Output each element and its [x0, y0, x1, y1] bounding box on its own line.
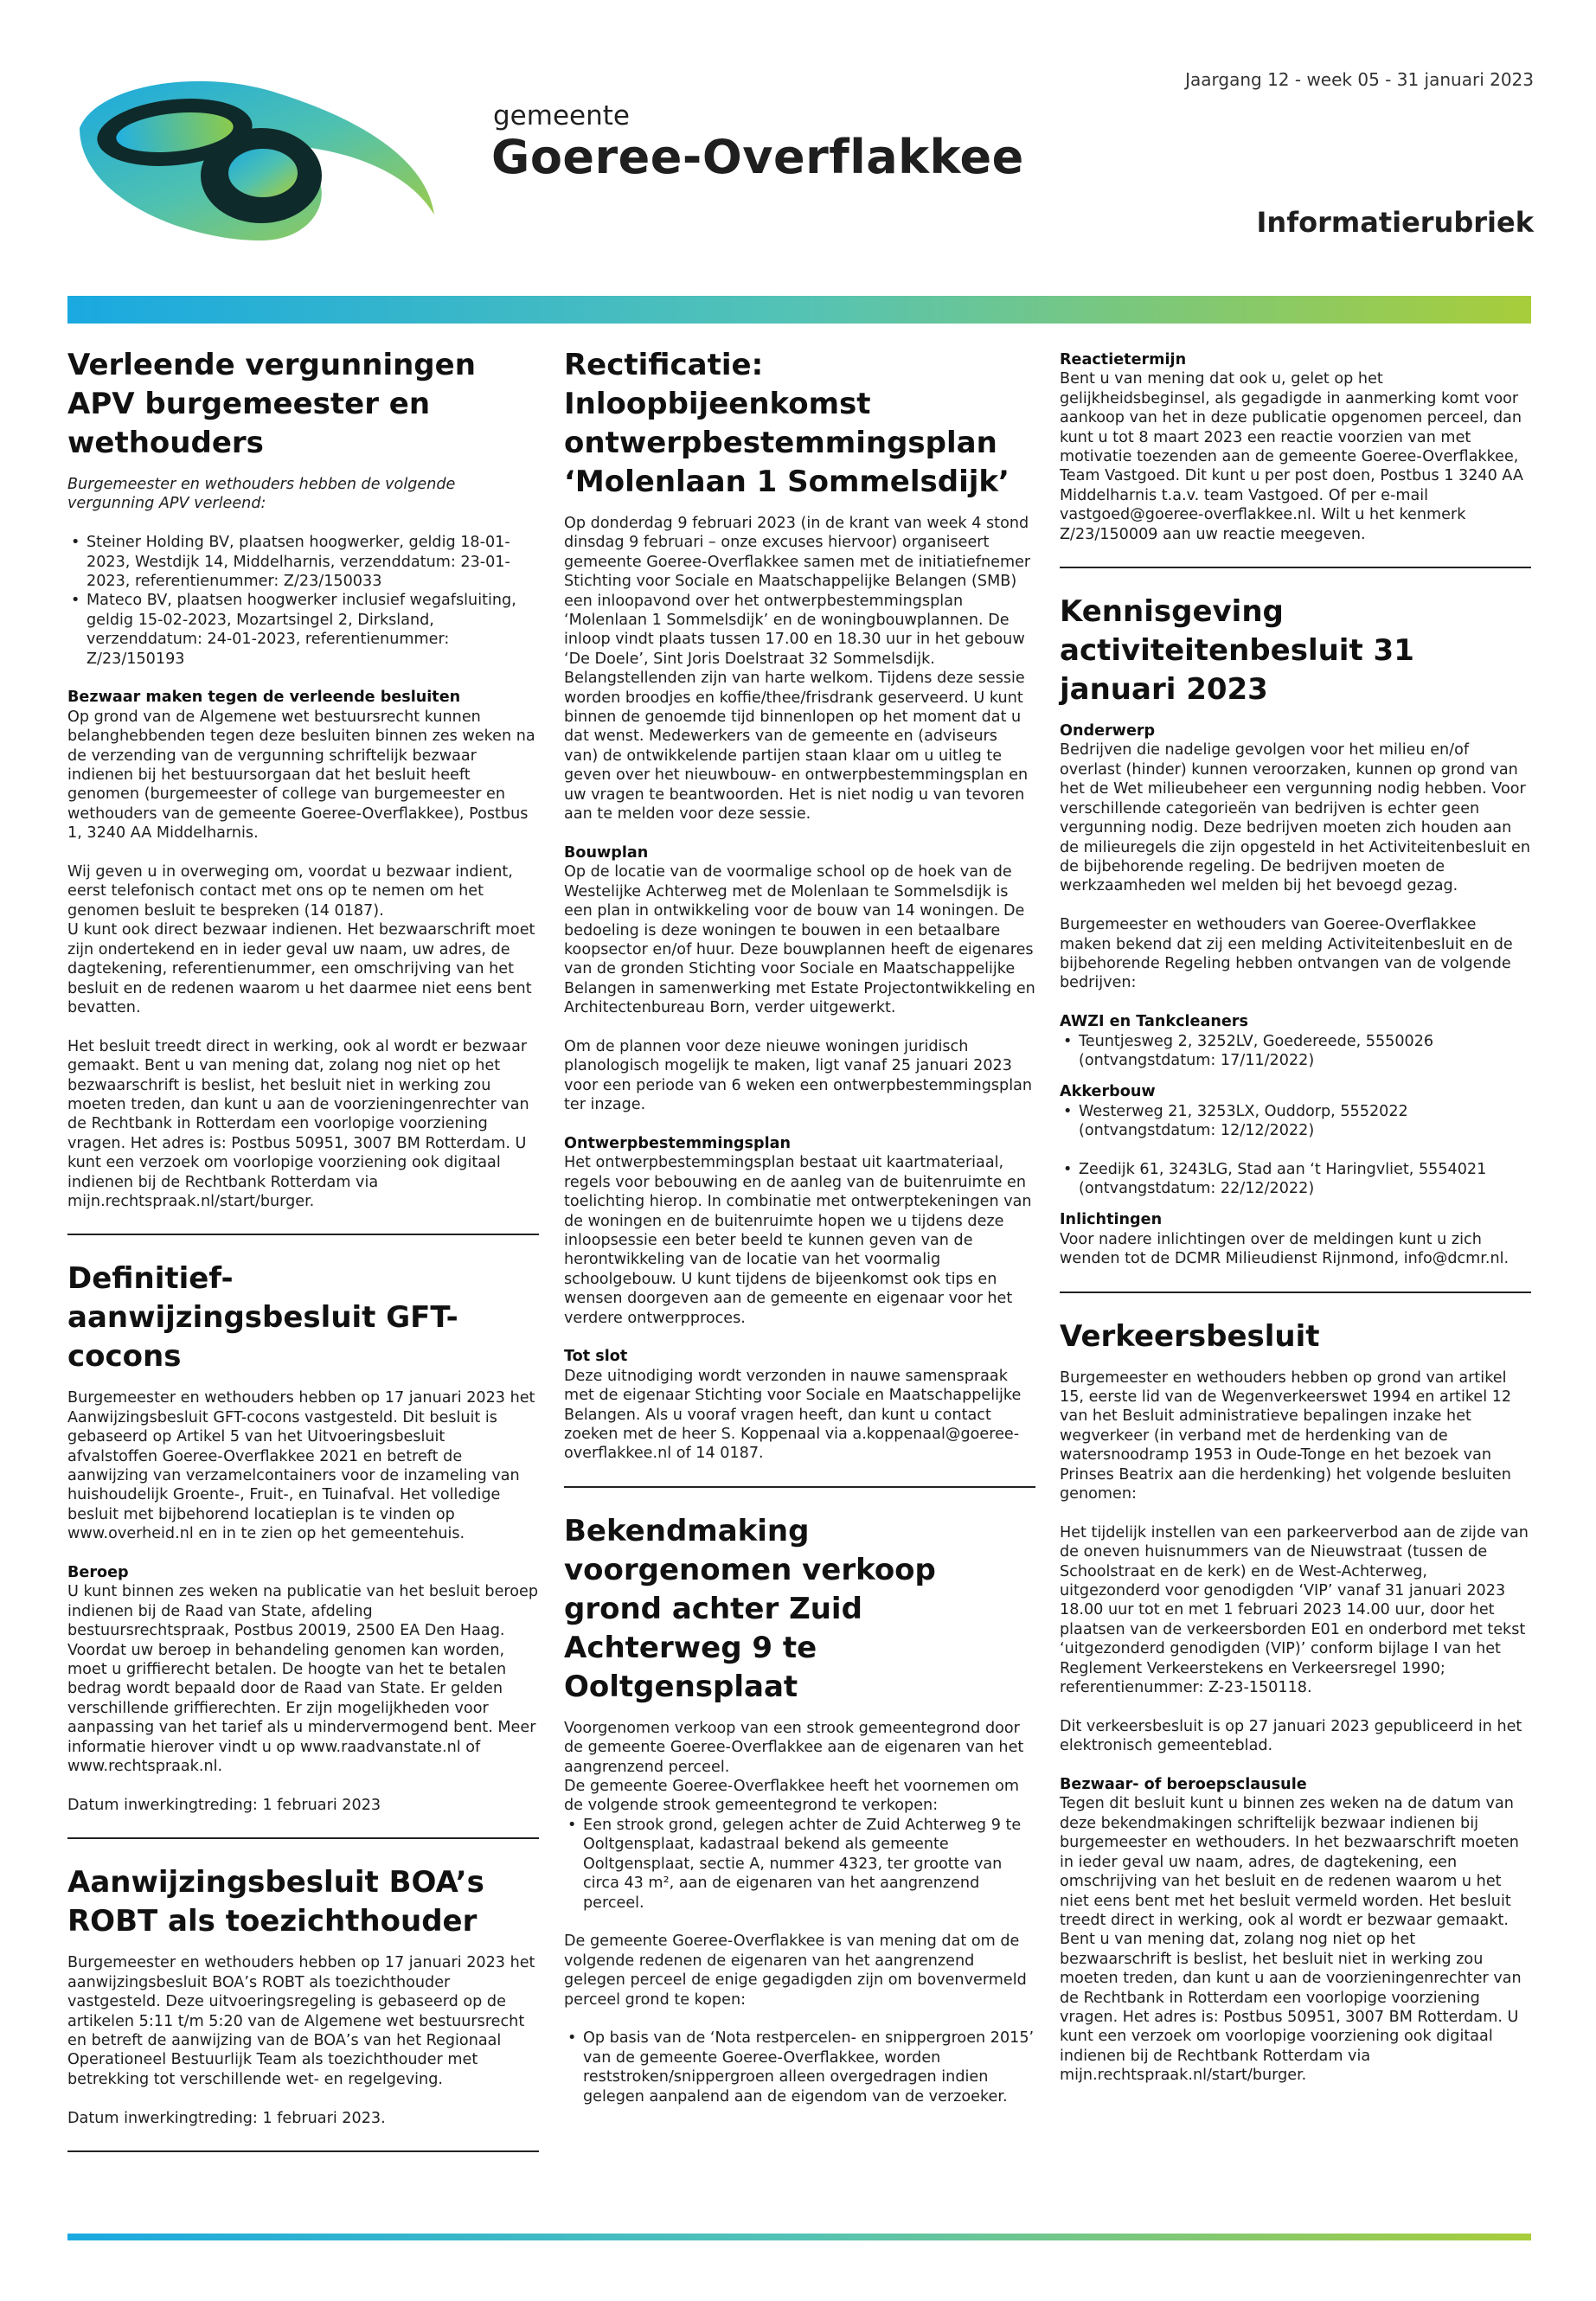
article-title: Bekendmaking voorgenomen verkoop grond achter Zuid Achterweg 9 te Ooltgensplaat — [564, 1513, 936, 1704]
article-title: Aanwijzingsbesluit BOA’s ROBT als toezichthouder — [67, 1865, 484, 1939]
brand-name: Goeree-Overflakkee — [491, 130, 1024, 184]
divider — [564, 1486, 1035, 1488]
article-gft — [67, 1259, 539, 1815]
bullet-list — [1060, 1032, 1531, 1071]
article-intro: Burgemeester en wethouders hebben de volgende vergunning APV verleend: — [67, 476, 456, 513]
article-verkeersbesluit — [1060, 1317, 1531, 2086]
list-item: • Op basis van de ‘Nota restpercelen- en snippergroen 2015’ van de gemeente Goeree-Overflakkee, worden reststroken/snippergroen alleen overgedragen indien gelegen aanpalend aan de eigendom van de verzoeker. — [583, 2029, 1035, 2106]
article-title: Definitief-aanwijzingsbesluit GFT-cocons — [67, 1261, 458, 1375]
paragraph: Datum inwerkingtreding: 1 februari 2023 — [67, 1796, 381, 1814]
paragraph: Deze uitnodiging wordt verzonden in nauwe samenspraak met de eigenaar Stichting voor Sociale en Maatschappelijke Belangen. Als u vooraf vragen heeft, dan kunt u contact zoeken met de heer S. Koppenaal via a.koppenaal@goeree-overflakkee.nl of 14 0187. — [564, 1367, 1022, 1463]
paragraph: Het besluit treedt direct in werking, ook al wordt er bezwaar gemaakt. Bent u van mening dat, zolang nog niet op het bezwaarschrift is beslist, het besluit niet in werking zou moeten treden, dan kunt u aan de voorzieningenrechter van de Rechtbank in Rotterdam een voorlopige voorziening vragen. Het adres is: Postbus 50951, 3007 BM Rotterdam. U kunt een verzoek om voorlopige voorziening ook digitaal indienen bij de Rechtbank Rotterdam via mijn.rechtspraak.nl/start/burger. — [67, 1037, 529, 1210]
paragraph: Om de plannen voor deze nieuwe woningen juridisch planologisch mogelijk te maken, ligt vanaf 25 januari 2023 voor een periode van 6 weken een ontwerpbestemmingsplan ter inzage. — [564, 1037, 1033, 1114]
subheading: Beroep — [67, 1564, 129, 1582]
subheading: Inlichtingen — [1060, 1211, 1163, 1229]
paragraph: Wij geven u in overweging om, voordat u bezwaar indient, eerst telefonisch contact met ons op te nemen om het genomen besluit te bespreken (14 0187). — [67, 863, 513, 920]
divider — [67, 2150, 539, 2152]
column-left — [67, 346, 539, 2176]
paragraph: Tegen dit besluit kunt u binnen zes weken na de datum van deze bekendmakingen schriftelijk bezwaar indienen bij burgemeester en wethouders. In het bezwaarschrift moeten in ieder geval uw naam, adres, de dagtekening, een omschrijving van het besluit en de redenen waarom u het niet eens bent met het besluit vermeld worden. Het besluit treedt direct in werking, ook al wordt er bezwaar gemaakt. Bent u van mening dat, zolang nog niet op het bezwaarschrift is beslist, het besluit niet in werking zou moeten treden, dan kunt u aan de voorzieningenrechter van de Rechtbank in Rotterdam een voorlopige voorziening vragen. Het adres is: Postbus 50951, 3007 BM Rotterdam. U kunt een verzoek om voorlopige voorziening ook digitaal indienen bij de Rechtbank Rotterdam via mijn.rechtspraak.nl/start/burger. — [1060, 1795, 1522, 2085]
header-gradient-bar — [67, 296, 1531, 324]
paragraph: De gemeente Goeree-Overflakkee is van mening dat om de volgende redenen de eigenaren van het aangrenzend gelegen perceel de enige gegadigden zijn om bovenvermeld perceel grond te kopen: — [564, 1932, 1027, 2009]
brand-prefix: gemeente — [493, 100, 630, 131]
article-boa — [67, 1863, 539, 2128]
article-title: Verkeersbesluit — [1060, 1318, 1320, 1354]
article-apv — [67, 346, 539, 1211]
subheading: Tot slot — [564, 1348, 628, 1366]
article-rectificatie — [564, 346, 1035, 1464]
subheading: Onderwerp — [1060, 722, 1156, 740]
permit-list — [67, 533, 539, 669]
bullet-list — [1060, 1102, 1531, 1199]
subheading: Bouwplan — [564, 843, 649, 862]
paragraph: Bedrijven die nadelige gevolgen voor het milieu en/of overlast (hinder) kunnen veroorzaken, kunnen op grond van het de Wet milieubeheer een vergunning nodig hebben. Voor verschillende categorieën van bedrijven is echter geen vergunning nodig. Deze bedrijven moeten zich houden aan de milieuregels die zijn opgesteld in het Activiteitenbesluit en de bijbehorende regeling. De bedrijven moeten de werkzaamheden wel melden bij het bevoegd gezag. — [1060, 741, 1530, 895]
divider — [1060, 1292, 1531, 1293]
list-item: • Een strook grond, gelegen achter de Zuid Achterweg 9 te Ooltgensplaat, kadastraal bekend als gemeente Ooltgensplaat, sectie A, nummer 4323, ter grootte van circa 43 m², aan de eigenaren van het aangrenzend perceel. — [583, 1816, 1035, 1913]
paragraph: Datum inwerkingtreding: 1 februari 2023. — [67, 2109, 386, 2127]
divider — [1060, 567, 1531, 568]
paragraph: Op grond van de Algemene wet bestuursrecht kunnen belanghebbenden tegen deze besluiten binnen zes weken na de verzending van de vergunning schriftelijk bezwaar indienen bij het bestuursorgaan dat het besluit heeft genomen (burgemeester of college van burgemeester en wethouders van de gemeente Goeree-Overflakkee), Postbus 1, 3240 AA Middelharnis. — [67, 708, 535, 843]
paragraph: Het tijdelijk instellen van een parkeerverbod aan de zijde van de oneven huisnummers van de Nieuwstraat (tussen de Schoolstraat en de kerk) en de West-Achterweg, uitgezonderd voor genodigden ‘VIP’ vanaf 31 januari 2023 18.00 uur tot en met 1 februari 2023 14.00 uur, door het plaatsen van de verkeersborden E01 en onderbord met tekst ‘uitgezonderd genodigden (VIP)’ conform bijlage I van het Reglement Verkeerstekens en Verkeersregel 1990; referentienummer: Z-23-150118. — [1060, 1523, 1529, 1697]
paragraph: Voorgenomen verkoop van een strook gemeentegrond door de gemeente Goeree-Overflakkee aan de eigenaren van het aangrenzend perceel. — [564, 1719, 1024, 1776]
paragraph: Het ontwerpbestemmingsplan bestaat uit kaartmateriaal, regels voor bebouwing en de aanleg van de buitenruimte en toelichting hierop. In combinatie met ontwerptekeningen van de woningen en de buitenruimte hopen we u tijdens deze inloopsessie een beter beeld te kunnen geven van de herontwikkeling van de locatie van het voormalig schoolgebouw. U kunt tijdens de bijeenkomst ook tips en wensen doorgeven aan de gemeente en eigenaar voor het verdere ontwerpproces. — [564, 1154, 1032, 1327]
subheading: Bezwaar maken tegen de verleende besluiten — [67, 689, 461, 707]
paragraph: Dit verkeersbesluit is op 27 januari 2023 gepubliceerd in het elektronisch gemeenteblad. — [1060, 1717, 1522, 1755]
paragraph: De gemeente Goeree-Overflakkee heeft het voornemen om de volgende strook gemeentegrond te verkopen: — [564, 1778, 1020, 1815]
column-right — [1060, 350, 1531, 2086]
municipality-logo — [62, 67, 469, 249]
bullet-list — [564, 2029, 1035, 2106]
list-item: • Steiner Holding BV, plaatsen hoogwerker, geldig 18-01-2023, Westdijk 14, Middelharnis, verzenddatum: 23-01-2023, referentienummer: Z/23/150033 — [87, 533, 539, 591]
paragraph: Burgemeester en wethouders hebben op 17 januari 2023 het aanwijzingsbesluit BOA’s ROBT als toezichthouder vastgesteld. Deze uitvoeringsregeling is gebaseerd op de artikelen 5:11 t/m 5:20 van de Algemene wet bestuursrecht en betreft de aanwijzing van de BOA’s van het Regionaal Operationeel Bestuurlijk Team als toezichthouder met betrekking tot verschillende wet- en regelgeving. — [67, 1954, 535, 2088]
bullet-list — [564, 1816, 1035, 1913]
paragraph: Burgemeester en wethouders hebben op 17 januari 2023 het Aanwijzingsbesluit GFT-cocons vastgesteld. Dit besluit is gebaseerd op Artikel 5 van het Uitvoeringsbesluit afvalstoffen Goeree-Overflakkee 2021 en betreft de aanwijzing van verzamelcontainers voor de inzameling van huishoudelijk Groente-, Fruit-, en Tuinafval. Het volledige besluit met bijbehorend locatieplan is te vinden op www.overheid.nl en in te zien op het gemeentehuis. — [67, 1389, 535, 1543]
subheading: Akkerbouw — [1060, 1083, 1156, 1101]
footer-gradient-bar — [67, 2234, 1531, 2240]
section-title: Informatierubriek — [1256, 206, 1534, 239]
article-title: Rectificatie: Inloopbijeenkomst ontwerpbestemmingsplan ‘Molenlaan 1 Sommelsdijk’ — [564, 348, 1010, 499]
article-activiteitenbesluit — [1060, 593, 1531, 1269]
paragraph: Burgemeester en wethouders van Goeree-Overflakkee maken bekend dat zij een melding Activiteitenbesluit en de bijbehorende Regeling hebben ontvangen van de volgende bedrijven: — [1060, 916, 1513, 992]
article-title: Kennisgeving activiteitenbesluit 31 januari 2023 — [1060, 594, 1414, 708]
divider — [67, 1234, 539, 1235]
article-title: Verleende vergunningen APV burgemeester en wethouders — [67, 348, 476, 460]
paragraph: Voor nadere inlichtingen over de meldingen kunt u zich wenden tot de DCMR Milieudienst Rijnmond, info@dcmr.nl. — [1060, 1230, 1509, 1268]
paragraph: Op de locatie van de voormalige school op de hoek van de Westelijke Achterweg met de Molenlaan te Sommelsdijk is een plan in ontwikkeling voor de bouw van 14 woningen. De bedoeling is deze woningen te bouwen in een betaalbare koopsector en/of huur. Deze bouwplannen heeft de eigenares van de gronden Stichting voor Sociale en Maatschappelijke Belangen in samenwerking met Estate Projectontwikkeling en Architectenbureau Born, verder uitgewerkt. — [564, 863, 1035, 1017]
paragraph: Burgemeester en wethouders hebben op grond van artikel 15, eerste lid van de Wegenverkeerswet 1994 en artikel 12 van het Besluit administratieve bepalingen inzake het wegverkeer (in verband met de herdenking van de watersnoodramp 1953 in Oude-Tonge en het bezoek van Prinses Beatrix aan die herdenking) het volgende besluiten genomen: — [1060, 1368, 1512, 1503]
paragraph: U kunt binnen zes weken na publicatie van het besluit beroep indienen bij de Raad van State, afdeling bestuursrechtspraak, Postbus 20019, 2500 EA Den Haag. Voordat uw beroep in behandeling genomen kan worden, moet u griffierecht betalen. De hoogte van het te betalen bedrag wordt bepaald door de Raad van State. Er gelden verschillende griffierechten. Er zijn mogelijkheden voor aanpassing van het tarief als u mindervermogend bent. Meer informatie hierover vindt u op www.raadvanstate.nl of www.rechtspraak.nl. — [67, 1583, 539, 1776]
article-reactietermijn — [1060, 350, 1531, 544]
paragraph: Bent u van mening dat ook u, gelet op het gelijkheidsbeginsel, als gegadigde in aanmerking komt voor aankoop van het in deze publicatie opgenomen perceel, dan kunt u tot 8 maart 2023 een reactie voorzien van met motivatie toezenden aan de gemeente Goeree-Overflakkee, Team Vastgoed. Dit kunt u per post doen, Postbus 1 3240 AA Middelharnis t.a.v. team Vastgoed. Of per e-mail vastgoed@goeree-overflakkee.nl. Wilt u het kenmerk Z/23/150009 aan uw reactie meegeven. — [1060, 370, 1523, 543]
paragraph: U kunt ook direct bezwaar indienen. Het bezwaarschrift moet zijn ondertekend en in ieder geval uw naam, uw adres, de dagtekening, referentienummer, een omschrijving van het besluit en de redenen waarom u het daarmee niet eens bent bevatten. — [67, 921, 535, 1016]
list-item: • Teuntjesweg 2, 3252LV, Goedereede, 5550026 (ontvangstdatum: 17/11/2022) — [1079, 1032, 1531, 1071]
list-item: • Westerweg 21, 3253LX, Ouddorp, 5552022 (ontvangstdatum: 12/12/2022) — [1079, 1102, 1531, 1141]
article-verkoop — [564, 1512, 1035, 2106]
column-middle — [564, 346, 1035, 2125]
subheading: Bezwaar- of beroepsclausule — [1060, 1776, 1307, 1794]
subheading: Reactietermijn — [1060, 351, 1187, 369]
list-item: • Zeedijk 61, 3243LG, Stad aan ‘t Haringvliet, 5554021 (ontvangstdatum: 22/12/2022) — [1079, 1160, 1531, 1199]
edition-line: Jaargang 12 - week 05 - 31 januari 2023 — [1185, 69, 1534, 90]
paragraph: Op donderdag 9 februari 2023 (in de krant van week 4 stond dinsdag 9 februari – onze excuses hiervoor) organiseert gemeente Goeree-Overflakkee samen met de initiatiefnemer Stichting voor Sociale en Maatschappelijke Belangen (SMB) een inloopavond over het ontwerpbestemmingsplan ‘Molenlaan 1 Sommelsdijk’ en de woningbouwplannen. De inloop vindt plaats tussen 17.00 en 18.30 uur in het gebouw ‘De Doele’, Sint Joris Doelstraat 32 Sommelsdijk. Belangstellenden zijn van harte welkom. Tijdens deze sessie worden broodjes en koffie/thee/frisdrank geserveerd. U kunt binnen de genoemde tijd binnenlopen op het moment dat u dat wenst. Medewerkers van de gemeente en (adviseurs van) de ontwikkelende partijen staan klaar om u uitleg te geven over het nieuwbouw- en ontwerpbestemmingsplan en uw vragen te beantwoorden. Het is niet nodig u van tevoren aan te melden voor deze sessie. — [564, 515, 1031, 824]
divider — [67, 1837, 539, 1839]
subheading: AWZI en Tankcleaners — [1060, 1013, 1248, 1031]
list-item: • Mateco BV, plaatsen hoogwerker inclusief wegafsluiting, geldig 15-02-2023, Mozartsingel 2, Dirksland, verzenddatum: 24-01-2023, referentienummer: Z/23/150193 — [87, 591, 539, 669]
subheading: Ontwerpbestemmingsplan — [564, 1134, 791, 1152]
